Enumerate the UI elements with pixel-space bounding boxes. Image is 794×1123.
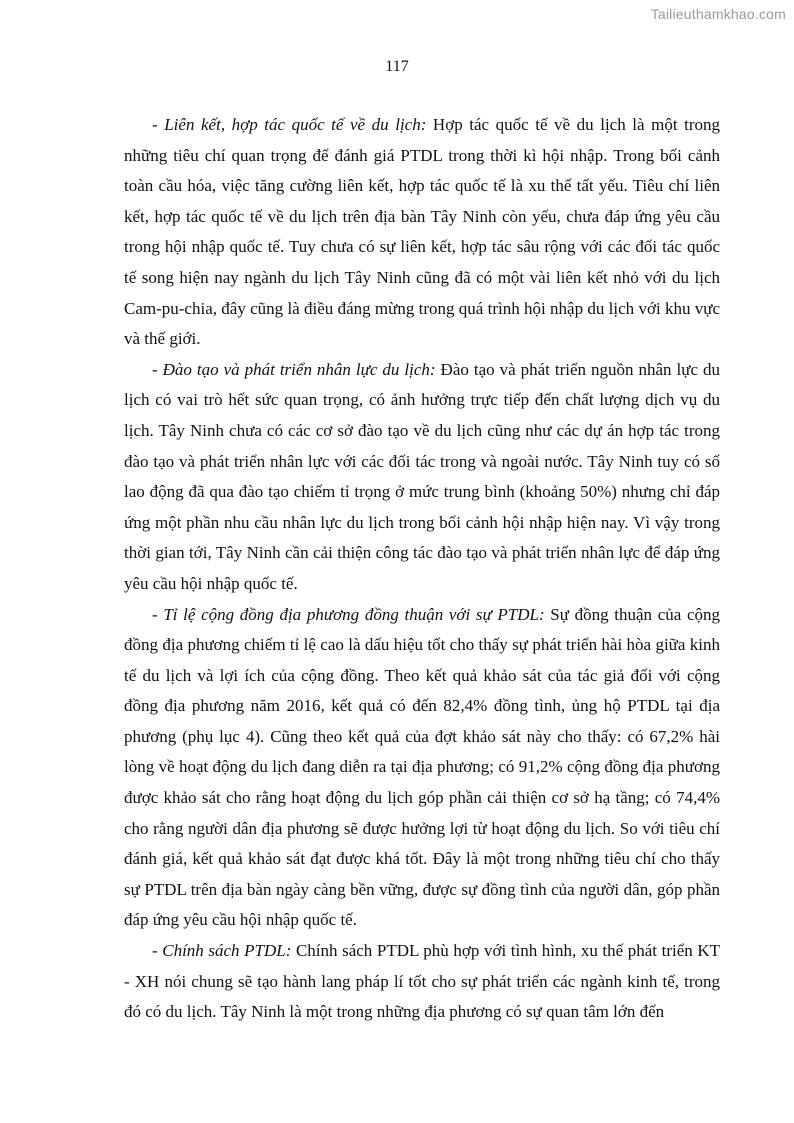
paragraph-text: Hợp tác quốc tế về du lịch là một trong những tiêu chí quan trọng để đánh giá PTDL trong thời kì hội nhập. Trong bối cảnh toàn cầu hóa, việc tăng cường liên kết, hợp tác quốc tế là xu thế tất yếu. Tiêu chí liên kết, hợp tác quốc tế về du lịch trên địa bàn Tây Ninh còn yếu, chưa đáp ứng yêu cầu trong hội nhập quốc tế. Tuy chưa có sự liên kết, hợp tác sâu rộng với các đối tác quốc tế song hiện nay ngành du lịch Tây Ninh cũng đã có một vài liên kết nhỏ với du lịch Cam-pu-chia, đây cũng là điều đáng mừng trong quá trình hội nhập du lịch với khu vực và thế giới. [124, 115, 720, 349]
paragraph-tourism-policy [124, 936, 720, 1028]
paragraph-international-cooperation [124, 110, 720, 355]
paragraph-community-consensus [124, 600, 720, 937]
paragraph-heading: - Liên kết, hợp tác quốc tế về du lịch: [152, 115, 427, 134]
paragraph-heading: - Đào tạo và phát triển nhân lực du lịch: [152, 359, 436, 379]
paragraph-text: Sự đồng thuận của cộng đồng địa phương chiếm tỉ lệ cao là dấu hiệu tốt cho thấy sự phát triển hài hòa giữa kinh tế du lịch và lợi ích của cộng đồng. Theo kết quả khảo sát của tác giả đối với cộng đồng địa phương năm 2016, kết quả có đến 82,4% đồng tình, ủng hộ PTDL tại địa phương (phụ lục 4). Cũng theo kết quả của đợt khảo sát này cho thấy: có 67,2% hài lòng về hoạt động du lịch đang diễn ra tại địa phương; có 91,2% cộng đồng địa phương được khảo sát cho rằng hoạt động du lịch góp phần cải thiện cơ sở hạ tầng; có 74,4% cho rằng người dân địa phương sẽ được hưởng lợi từ hoạt động du lịch. So với tiêu chí đánh giá, kết quả khảo sát đạt được khá tốt. Đây là một trong những tiêu chí cho thấy sự PTDL trên địa bàn ngày càng bền vững, được sự đồng tình của người dân, góp phần đáp ứng yêu cầu hội nhập quốc tế. [124, 604, 720, 930]
paragraph-human-resources [124, 355, 720, 600]
paragraph-heading: - Chính sách PTDL: [152, 941, 292, 961]
paragraph-heading: - Tỉ lệ cộng đồng địa phương đồng thuận với sự PTDL: [152, 604, 545, 624]
paragraph-text: Đào tạo và phát triển nguồn nhân lực du lịch có vai trò hết sức quan trọng, có ảnh hưởng trực tiếp đến chất lượng dịch vụ du lịch. Tây Ninh chưa có các cơ sở đào tạo về du lịch cũng như các dự án hợp tác trong đào tạo và phát triển nhân lực với các đối tác trong và ngoài nước. Tây Ninh tuy có số lao động đã qua đào tạo chiếm tỉ trọng ở mức trung bình (khoảng 50%) nhưng chỉ đáp ứng một phần nhu cầu nhân lực du lịch trong bối cảnh hội nhập hiện nay. Vì vậy trong thời gian tới, Tây Ninh cần cải thiện công tác đào tạo và phát triển nhân lực để đáp ứng yêu cầu hội nhập quốc tế. [124, 359, 720, 593]
paragraph-text: Chính sách PTDL phù hợp với tình hình, xu thế phát triển KT - XH nói chung sẽ tạo hành lang pháp lí tốt cho sự phát triển các ngành kinh tế, trong đó có du lịch. Tây Ninh là một trong những địa phương có sự quan tâm lớn đến [124, 941, 720, 1022]
watermark: Tailieuthamkhao.com [650, 6, 786, 22]
document-body [124, 110, 720, 1028]
page-number: 117 [385, 58, 409, 75]
